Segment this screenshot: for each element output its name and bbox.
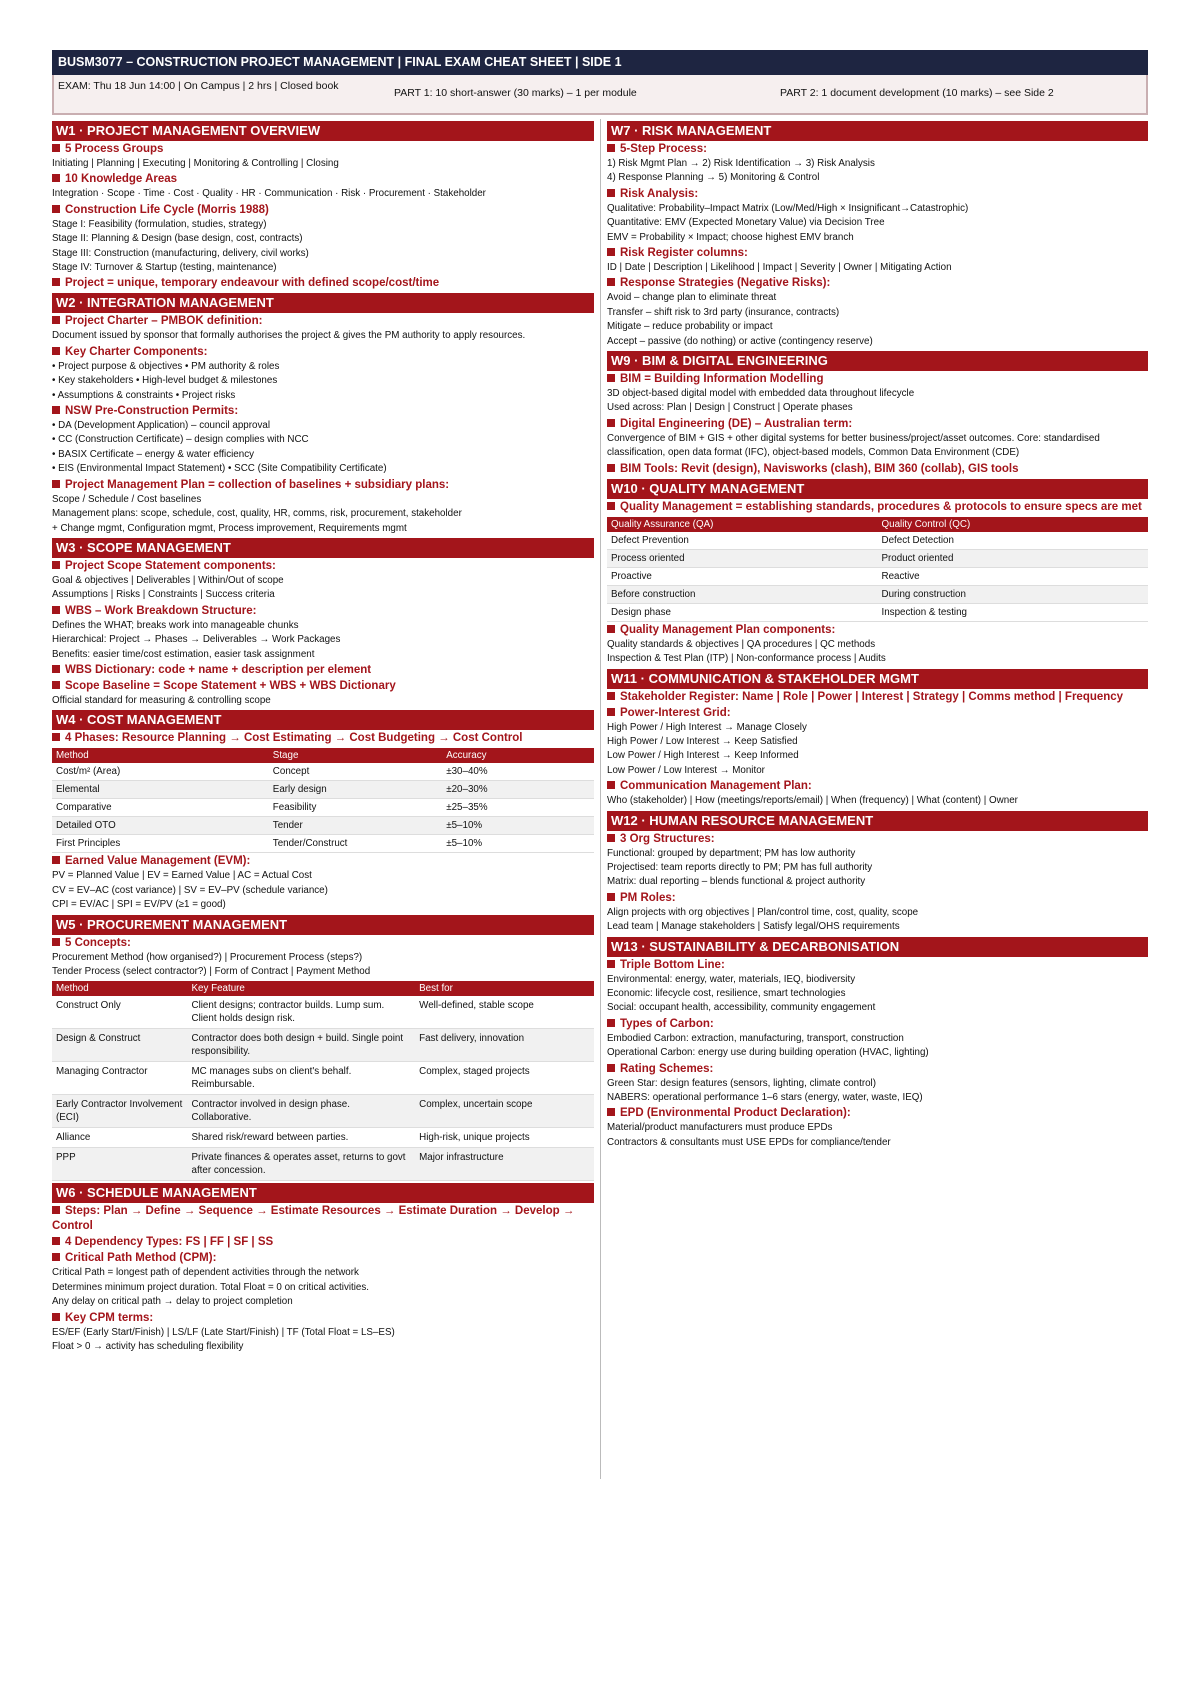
- table-header: Key Feature: [188, 981, 416, 996]
- subheading: BIM = Building Information Modelling: [607, 372, 1148, 387]
- bullet-square-icon: [52, 681, 60, 689]
- text-line: ID | Date | Description | Likelihood | Impact | Severity | Owner | Mitigating Action: [607, 262, 952, 274]
- text-line: Official standard for measuring & controlling scope: [52, 694, 271, 706]
- table-header-row: [52, 981, 594, 996]
- text-line: Stage IV: Turnover & Startup (testing, maintenance): [52, 262, 277, 274]
- text-line: Environmental: energy, water, materials, IEQ, biodiversity: [607, 973, 856, 985]
- table-cell: Major infrastructure: [415, 1148, 594, 1181]
- bullet-square-icon: [607, 419, 615, 427]
- bullet-square-icon: [607, 189, 615, 197]
- subheading: Project Scope Statement components:: [52, 559, 594, 574]
- text-line: Embodied Carbon: extraction, manufacturing, transport, construction: [607, 1032, 904, 1044]
- table-cell: Elemental: [52, 781, 269, 799]
- table-row: [607, 532, 1148, 550]
- subheading: Rating Schemes:: [607, 1062, 1148, 1077]
- subheading: PM Roles:: [607, 891, 1148, 906]
- table-cell: Product oriented: [878, 549, 1149, 567]
- text-line: Stage II: Planning & Design (base design, cost, contracts): [52, 233, 303, 245]
- bullet-square-icon: [607, 502, 615, 510]
- subheading: Digital Engineering (DE) – Australian term:: [607, 417, 1148, 432]
- table-cell: Complex, staged projects: [415, 1062, 594, 1095]
- bullet-square-icon: [52, 606, 60, 614]
- subheading: WBS – Work Breakdown Structure:: [52, 604, 594, 619]
- bullet-square-icon: [607, 1108, 615, 1116]
- section-w2-heading: W2 · INTEGRATION MANAGEMENT: [52, 293, 594, 313]
- table-row: [52, 1148, 594, 1181]
- bullet-square-icon: [52, 347, 60, 355]
- subheading: Response Strategies (Negative Risks):: [607, 276, 1148, 291]
- bullet-square-icon: [52, 938, 60, 946]
- table-cell: Early Contractor Involvement (ECI): [52, 1095, 188, 1128]
- text-line: Used across: Plan | Design | Construct | Operate phases: [607, 402, 853, 414]
- table-row: [52, 817, 594, 835]
- text-line: • Assumptions & constraints • Project risks: [52, 389, 236, 401]
- bullet-square-icon: [607, 960, 615, 968]
- bullet-square-icon: [52, 406, 60, 414]
- text-line: Management plans: scope, schedule, cost, quality, HR, comms, risk, procurement, stakeholder: [52, 508, 462, 520]
- text-line: 1) Risk Mgmt Plan → 2) Risk Identification → 3) Risk Analysis: [607, 158, 875, 169]
- table-cell: During construction: [878, 585, 1149, 603]
- bullet-square-icon: [607, 144, 615, 152]
- exam-part2: PART 2: 1 document development (10 marks) – see Side 2: [780, 87, 1054, 99]
- table-header: Stage: [269, 748, 442, 763]
- subheading: Steps: Plan → Define → Sequence → Estimate Resources → Estimate Duration → Develop → Control: [52, 1205, 575, 1233]
- table-cell: ±20–30%: [442, 781, 594, 799]
- bullet-square-icon: [607, 834, 615, 842]
- table-row: [52, 1128, 594, 1148]
- table-header: Method: [52, 748, 269, 763]
- section-w7-heading: W7 · RISK MANAGEMENT: [607, 121, 1148, 141]
- table-cell: Client designs; contractor builds. Lump sum. Client holds design risk.: [188, 996, 416, 1029]
- subheading: Risk Analysis:: [607, 187, 1148, 202]
- table-cell: Inspection & testing: [878, 603, 1149, 621]
- table-cell: ±25–35%: [442, 799, 594, 817]
- cost-methods-table: [52, 748, 594, 853]
- table-cell: Contractor does both design + build. Single point responsibility.: [188, 1029, 416, 1062]
- text-line: Economic: lifecycle cost, resilience, smart technologies: [607, 987, 846, 999]
- text-line: Social: occupant health, accessibility, community engagement: [607, 1002, 876, 1014]
- subheading: 4 Phases: Resource Planning → Cost Estimating → Cost Budgeting → Cost Control: [52, 731, 594, 746]
- subheading: 10 Knowledge Areas: [52, 172, 594, 187]
- text-line: Critical Path = longest path of dependent activities through the network: [52, 1267, 359, 1279]
- subheading: Risk Register columns:: [607, 246, 1148, 261]
- bullet-square-icon: [52, 316, 60, 324]
- text-line: Who (stakeholder) | How (meetings/reports/email) | When (frequency) | What (content) | Owner: [607, 795, 1018, 807]
- table-cell: Shared risk/reward between parties.: [188, 1128, 416, 1148]
- table-cell: MC manages subs on client's behalf. Reimbursable.: [188, 1062, 416, 1095]
- bullet-square-icon: [52, 856, 60, 864]
- subheading: NSW Pre-Construction Permits:: [52, 404, 594, 419]
- text-line: • CC (Construction Certificate) – design complies with NCC: [52, 434, 309, 446]
- subheading: Quality Management Plan components:: [607, 623, 1148, 638]
- text-line: PV = Planned Value | EV = Earned Value | AC = Actual Cost: [52, 870, 312, 882]
- text-line: Benefits: easier time/cost estimation, easier task assignment: [52, 648, 315, 660]
- text-line: Float > 0 → activity has scheduling flexibility: [52, 1341, 244, 1352]
- subheading: Key CPM terms:: [52, 1311, 594, 1326]
- bullet-square-icon: [52, 205, 60, 213]
- bullet-square-icon: [52, 733, 60, 741]
- subheading: Project = unique, temporary endeavour with defined scope/cost/time: [52, 276, 594, 291]
- subheading: Quality Management = establishing standards, procedures & protocols to ensure specs are met: [607, 500, 1148, 515]
- table-header-row: [607, 517, 1148, 532]
- subheading: Power-Interest Grid:: [607, 706, 1148, 721]
- subheading: Project Management Plan = collection of baselines + subsidiary plans:: [52, 478, 594, 493]
- table-cell: Concept: [269, 763, 442, 781]
- exam-info: EXAM: Thu 18 Jun 14:00 | On Campus | 2 hrs | Closed book: [58, 80, 339, 92]
- bullet-square-icon: [607, 248, 615, 256]
- section-w1-heading: W1 · PROJECT MANAGEMENT OVERVIEW: [52, 121, 594, 141]
- bullet-square-icon: [52, 278, 60, 286]
- text-line: Align projects with org objectives | Plan/control time, cost, quality, scope: [607, 906, 919, 918]
- table-cell: Early design: [269, 781, 442, 799]
- table-cell: Complex, uncertain scope: [415, 1095, 594, 1128]
- bullet-square-icon: [52, 1237, 60, 1245]
- text-line: ES/EF (Early Start/Finish) | LS/LF (Late Start/Finish) | TF (Total Float = LS–ES): [52, 1326, 395, 1338]
- table-row: [607, 549, 1148, 567]
- table-row: [52, 1029, 594, 1062]
- qa-qc-table: [607, 517, 1148, 622]
- subheading: 3 Org Structures:: [607, 832, 1148, 847]
- subheading: Types of Carbon:: [607, 1017, 1148, 1032]
- left-column: [52, 119, 594, 1354]
- table-header: Accuracy: [442, 748, 594, 763]
- bullet-square-icon: [607, 374, 615, 382]
- section-w9-heading: W9 · BIM & DIGITAL ENGINEERING: [607, 351, 1148, 371]
- text-line: High Power / High Interest → Manage Closely: [607, 721, 807, 733]
- bullet-square-icon: [607, 893, 615, 901]
- text-line: Any delay on critical path → delay to project completion: [52, 1296, 293, 1308]
- table-row: [52, 996, 594, 1029]
- table-cell: High-risk, unique projects: [415, 1128, 594, 1148]
- subheading: Construction Life Cycle (Morris 1988): [52, 203, 594, 218]
- subheading: Triple Bottom Line:: [607, 958, 1148, 973]
- text-line: Lead team | Manage stakeholders | Satisfy legal/OHS requirements: [607, 921, 900, 933]
- text-paragraph: Convergence of BIM + GIS + other digital systems for better business/project/asset outcomes. Core: standardised classification, open data format (IFC), object-based models, Common Data Environment (CDE): [607, 432, 1100, 459]
- bullet-square-icon: [52, 1253, 60, 1261]
- subheading: EPD (Environmental Product Declaration):: [607, 1106, 1148, 1121]
- bullet-square-icon: [52, 174, 60, 182]
- procurement-methods-table: [52, 981, 594, 1181]
- text-line: Contractors & consultants must USE EPDs for compliance/tender: [607, 1136, 891, 1148]
- text-line: Avoid – change plan to eliminate threat: [607, 292, 777, 304]
- text-line: Projectised: team reports directly to PM; PM has full authority: [607, 861, 873, 873]
- text-line: Material/product manufacturers must produce EPDs: [607, 1122, 833, 1134]
- bullet-square-icon: [607, 692, 615, 700]
- text-line: Stage I: Feasibility (formulation, studies, strategy): [52, 218, 267, 230]
- table-cell: ±30–40%: [442, 763, 594, 781]
- text-line: • BASIX Certificate – energy & water efficiency: [52, 448, 254, 460]
- table-header: Best for: [415, 981, 594, 996]
- text-line: Matrix: dual reporting – blends functional & project authority: [607, 876, 866, 888]
- section-w11-heading: W11 · COMMUNICATION & STAKEHOLDER MGMT: [607, 669, 1148, 689]
- text-line: + Change mgmt, Configuration mgmt, Process improvement, Requirements mgmt: [52, 522, 407, 534]
- text-line: Low Power / Low Interest → Monitor: [607, 764, 765, 776]
- right-column: [607, 119, 1148, 1150]
- bullet-square-icon: [52, 665, 60, 673]
- table-row: [52, 835, 594, 853]
- table-cell: Defect Detection: [878, 532, 1149, 550]
- text-line: Stage III: Construction (manufacturing, delivery, civil works): [52, 247, 309, 259]
- subheading: Scope Baseline = Scope Statement + WBS + WBS Dictionary: [52, 679, 594, 694]
- text-line: CPI = EV/AC | SPI = EV/PV (≥1 = good): [52, 899, 226, 911]
- table-row: [607, 603, 1148, 621]
- text-line: Goal & objectives | Deliverables | Within/Out of scope: [52, 574, 284, 586]
- table-row: [607, 567, 1148, 585]
- exam-part1: PART 1: 10 short-answer (30 marks) – 1 per module: [394, 87, 637, 99]
- text-line: Determines minimum project duration. Total Float = 0 on critical activities.: [52, 1281, 369, 1293]
- table-row: [52, 763, 594, 781]
- table-cell: Process oriented: [607, 549, 878, 567]
- section-w12-heading: W12 · HUMAN RESOURCE MANAGEMENT: [607, 811, 1148, 831]
- subheading: WBS Dictionary: code + name + description per element: [52, 663, 594, 678]
- subheading: 5 Process Groups: [52, 142, 594, 157]
- bullet-square-icon: [52, 1206, 60, 1214]
- table-cell: PPP: [52, 1148, 188, 1181]
- text-line: Tender Process (select contractor?) | Form of Contract | Payment Method: [52, 965, 371, 977]
- subheading: Communication Management Plan:: [607, 779, 1148, 794]
- bullet-square-icon: [52, 561, 60, 569]
- column-divider: [600, 119, 601, 1479]
- table-cell: Construct Only: [52, 996, 188, 1029]
- table-cell: Managing Contractor: [52, 1062, 188, 1095]
- subheading: 5-Step Process:: [607, 142, 1148, 157]
- text-line: • DA (Development Application) – council approval: [52, 420, 270, 432]
- text-line: Accept – passive (do nothing) or active (contingency reserve): [607, 335, 873, 347]
- table-header: Quality Control (QC): [878, 517, 1149, 532]
- text-line: • Project purpose & objectives • PM authority & roles: [52, 360, 280, 372]
- text-line: Green Star: design features (sensors, lighting, climate control): [607, 1077, 876, 1089]
- table-row: [52, 1095, 594, 1128]
- table-cell: Proactive: [607, 567, 878, 585]
- page-title: BUSM3077 – CONSTRUCTION PROJECT MANAGEMENT | FINAL EXAM CHEAT SHEET | SIDE 1: [52, 50, 1148, 75]
- text-line: Mitigate – reduce probability or impact: [607, 321, 773, 333]
- subheading: 4 Dependency Types: FS | FF | SF | SS: [52, 1235, 594, 1250]
- table-cell: Cost/m² (Area): [52, 763, 269, 781]
- text-line: CV = EV–AC (cost variance) | SV = EV–PV (schedule variance): [52, 884, 328, 896]
- subheading: Stakeholder Register: Name | Role | Power | Interest | Strategy | Comms method | Frequency: [607, 690, 1148, 705]
- table-cell: Contractor involved in design phase. Collaborative.: [188, 1095, 416, 1128]
- section-w5-heading: W5 · PROCUREMENT MANAGEMENT: [52, 915, 594, 935]
- table-cell: Alliance: [52, 1128, 188, 1148]
- text-line: Initiating | Planning | Executing | Monitoring & Controlling | Closing: [52, 158, 339, 169]
- table-header: Quality Assurance (QA): [607, 517, 878, 532]
- subheading: Project Charter – PMBOK definition:: [52, 314, 594, 329]
- bullet-square-icon: [52, 480, 60, 488]
- table-row: [52, 1062, 594, 1095]
- table-cell: Tender/Construct: [269, 835, 442, 853]
- bullet-square-icon: [52, 1313, 60, 1321]
- table-cell: ±5–10%: [442, 835, 594, 853]
- text-line: Qualitative: Probability–Impact Matrix (Low/Med/High × Insignificant→Catastrophic): [607, 202, 969, 214]
- text-line: High Power / Low Interest → Keep Satisfied: [607, 735, 798, 747]
- text-line: • Key stakeholders • High-level budget & milestones: [52, 375, 278, 387]
- section-w6-heading: W6 · SCHEDULE MANAGEMENT: [52, 1183, 594, 1203]
- text-line: Functional: grouped by department; PM has low authority: [607, 847, 856, 859]
- section-w4-heading: W4 · COST MANAGEMENT: [52, 710, 594, 730]
- text-line: Defines the WHAT; breaks work into manageable chunks: [52, 619, 299, 631]
- text-line: Procurement Method (how organised?) | Procurement Process (steps?): [52, 951, 363, 963]
- table-header-row: [52, 748, 594, 763]
- text-line: Transfer – shift risk to 3rd party (insurance, contracts): [607, 306, 840, 318]
- table-cell: Design & Construct: [52, 1029, 188, 1062]
- table-row: [52, 799, 594, 817]
- table-cell: ±5–10%: [442, 817, 594, 835]
- table-row: [607, 585, 1148, 603]
- text-line: Quantitative: EMV (Expected Monetary Value) via Decision Tree: [607, 217, 885, 229]
- table-cell: Well-defined, stable scope: [415, 996, 594, 1029]
- text-line: Integration · Scope · Time · Cost · Quality · HR · Communication · Risk · Procurement · Stakeholder: [52, 188, 486, 200]
- table-cell: Detailed OTO: [52, 817, 269, 835]
- text-line: 4) Response Planning → 5) Monitoring & Control: [607, 172, 820, 184]
- section-w10-heading: W10 · QUALITY MANAGEMENT: [607, 479, 1148, 499]
- table-cell: Reactive: [878, 567, 1149, 585]
- table-cell: Design phase: [607, 603, 878, 621]
- text-line: EMV = Probability × Impact; choose highest EMV branch: [607, 231, 854, 243]
- bullet-square-icon: [607, 1019, 615, 1027]
- bullet-square-icon: [607, 1064, 615, 1072]
- text-line: Scope / Schedule / Cost baselines: [52, 493, 202, 505]
- bullet-square-icon: [607, 625, 615, 633]
- table-cell: Private finances & operates asset, returns to govt after concession.: [188, 1148, 416, 1181]
- text-line: NABERS: operational performance 1–6 stars (energy, water, waste, IEQ): [607, 1092, 923, 1103]
- text-line: Hierarchical: Project → Phases → Deliverables → Work Packages: [52, 634, 341, 646]
- table-cell: First Principles: [52, 835, 269, 853]
- exam-info-bar: [52, 75, 1148, 115]
- subheading: BIM Tools: Revit (design), Navisworks (clash), BIM 360 (collab), GIS tools: [607, 462, 1148, 477]
- subheading: Critical Path Method (CPM):: [52, 1251, 594, 1266]
- subheading: Earned Value Management (EVM):: [52, 854, 594, 869]
- table-cell: Before construction: [607, 585, 878, 603]
- table-cell: Tender: [269, 817, 442, 835]
- cheat-sheet-page: [52, 50, 1148, 1352]
- section-w3-heading: W3 · SCOPE MANAGEMENT: [52, 538, 594, 558]
- table-header: Method: [52, 981, 188, 996]
- section-w13-heading: W13 · SUSTAINABILITY & DECARBONISATION: [607, 937, 1148, 957]
- table-row: [52, 781, 594, 799]
- table-cell: Fast delivery, innovation: [415, 1029, 594, 1062]
- table-cell: Defect Prevention: [607, 532, 878, 550]
- text-paragraph: Document issued by sponsor that formally authorises the project & gives the PM authority to apply resources.: [52, 330, 526, 342]
- text-line: Inspection & Test Plan (ITP) | Non-conformance process | Audits: [607, 653, 886, 665]
- subheading: 5 Concepts:: [52, 936, 594, 951]
- bullet-square-icon: [607, 278, 615, 286]
- text-line: Quality standards & objectives | QA procedures | QC methods: [607, 638, 876, 650]
- subheading: Key Charter Components:: [52, 345, 594, 360]
- bullet-square-icon: [607, 708, 615, 716]
- text-line: Operational Carbon: energy use during building operation (HVAC, lighting): [607, 1047, 929, 1059]
- text-line: Assumptions | Risks | Constraints | Success criteria: [52, 589, 275, 601]
- text-line: 3D object-based digital model with embedded data throughout lifecycle: [607, 388, 915, 400]
- table-cell: Comparative: [52, 799, 269, 817]
- table-cell: Feasibility: [269, 799, 442, 817]
- bullet-square-icon: [52, 144, 60, 152]
- text-line: • EIS (Environmental Impact Statement) • SCC (Site Compatibility Certificate): [52, 463, 387, 475]
- bullet-square-icon: [607, 781, 615, 789]
- bullet-square-icon: [607, 464, 615, 472]
- text-line: Low Power / High Interest → Keep Informed: [607, 750, 799, 762]
